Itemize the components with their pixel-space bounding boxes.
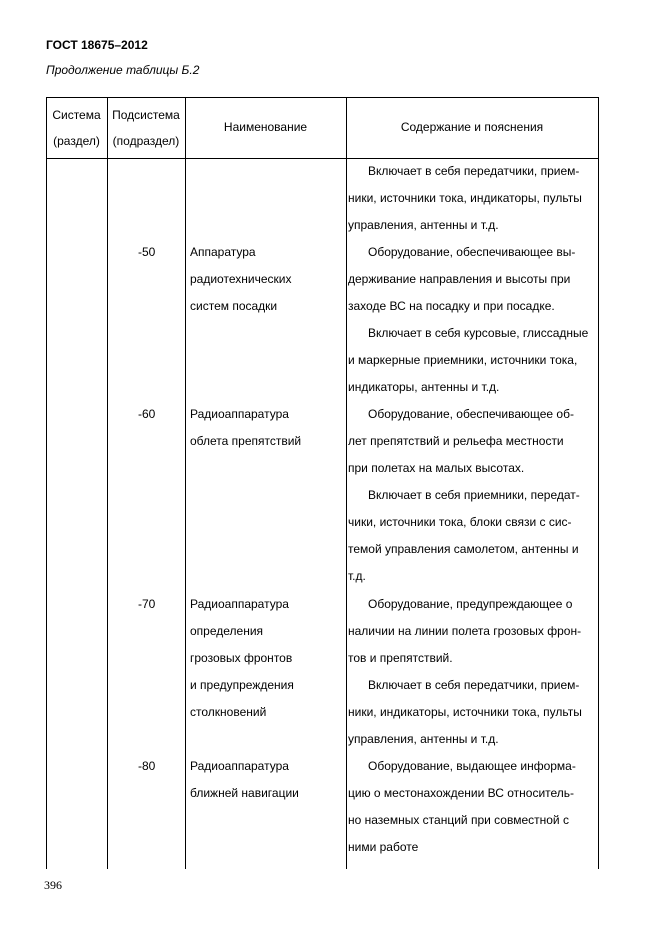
header-name: Наименование — [223, 120, 308, 134]
content-line: Включает в себя курсовые, глиссадные — [368, 326, 589, 340]
name-line: грозовых фронтов — [190, 651, 293, 665]
page-number: 396 — [44, 878, 62, 892]
content-line: ними работе — [348, 840, 419, 854]
content-line: Оборудование, обеспечивающее вы- — [368, 245, 576, 259]
name-line: ближней навигации — [190, 786, 299, 800]
content-line: индикаторы, антенны и т.д. — [348, 380, 500, 394]
item-content — [348, 591, 593, 753]
content-line: управления, антенны и т.д. — [348, 732, 499, 746]
name-line: систем посадки — [190, 299, 278, 313]
table-left-border — [46, 97, 47, 869]
header-system — [46, 102, 107, 154]
table-row-continuation-content — [348, 158, 593, 239]
subsystem-code: -60 — [138, 407, 156, 421]
content-line: но наземных станций при совместной с — [348, 813, 569, 827]
content-line: управления, антенны и т.д. — [348, 218, 499, 232]
name-line: и предупреждения — [190, 678, 294, 692]
column-divider-1 — [107, 97, 108, 869]
subsystem-code: -80 — [138, 759, 156, 773]
content-line: цию о местонахождении ВС относитель- — [348, 786, 575, 800]
name-line: Радиоаппаратура — [190, 407, 289, 421]
name-line: Радиоаппаратура — [190, 759, 289, 773]
content-line: наличии на линии полета грозовых фрон- — [348, 624, 582, 638]
content-line: держивание направления и высоты при — [348, 272, 571, 286]
name-line: радиотехнических — [190, 272, 292, 286]
content-line: т.д. — [348, 569, 366, 583]
table-top-border — [46, 97, 599, 98]
content-line: ники, источники тока, индикаторы, пульты — [348, 191, 582, 205]
header-subsystem-line1: Подсистема — [112, 108, 180, 122]
subsystem-code: -50 — [138, 245, 156, 259]
content-line: заходе ВС на посадку и при посадке. — [348, 299, 555, 313]
subsystem-code: -70 — [138, 597, 156, 611]
item-name — [190, 591, 340, 726]
table-right-border — [598, 97, 599, 869]
content-line: тов и препятствий. — [348, 651, 453, 665]
content-line: при полетах на малых высотах. — [348, 461, 525, 475]
item-name — [190, 401, 340, 455]
name-line: облета препятствий — [190, 434, 302, 448]
content-line: темой управления самолетом, антенны и — [348, 542, 579, 556]
column-divider-2 — [185, 97, 186, 869]
content-line: Оборудование, обеспечивающее об- — [368, 407, 574, 421]
content-line: чики, источники тока, блоки связи с сис- — [348, 515, 572, 529]
header-subsystem-line2: (подраздел) — [112, 134, 180, 148]
content-line: Оборудование, предупреждающее о — [368, 597, 573, 611]
table-caption: Продолжение таблицы Б.2 — [46, 63, 200, 77]
item-name — [190, 239, 340, 320]
item-content — [348, 753, 593, 861]
standard-designation: ГОСТ 18675–2012 — [46, 38, 148, 52]
item-name — [190, 753, 340, 807]
header-system-line2: (раздел) — [53, 134, 100, 148]
content-line: Оборудование, выдающее информа- — [368, 759, 576, 773]
content-line: Включает в себя передатчики, прием- — [368, 678, 580, 692]
column-divider-3 — [346, 97, 347, 869]
content-line: ники, индикаторы, источники тока, пульты — [348, 705, 582, 719]
content-line: Включает в себя приемники, передат- — [368, 488, 580, 502]
name-line: столкновений — [190, 705, 267, 719]
name-line: определения — [190, 624, 264, 638]
item-content — [348, 401, 593, 590]
content-line: и маркерные приемники, источники тока, — [348, 353, 578, 367]
content-line: Включает в себя передатчики, прием- — [368, 164, 580, 178]
header-system-line1: Система — [52, 108, 101, 122]
name-line: Аппаратура — [190, 245, 256, 259]
name-line: Радиоаппаратура — [190, 597, 289, 611]
header-subsystem — [107, 102, 185, 154]
content-line: лет препятствий и рельефа местности — [348, 434, 564, 448]
header-content: Содержание и пояснения — [400, 120, 544, 134]
item-content — [348, 239, 593, 401]
